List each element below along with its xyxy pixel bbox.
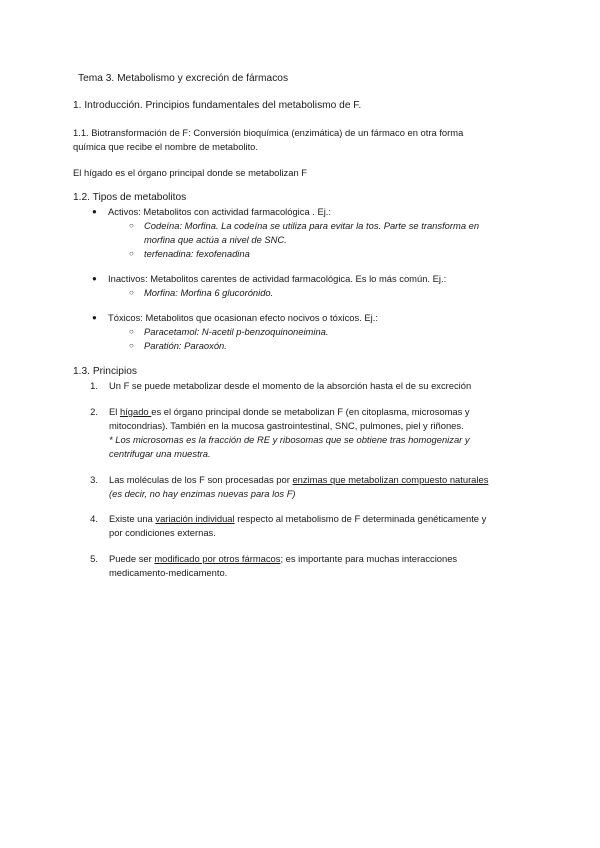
bullet-icon: ● [92,313,97,322]
sub-bullet-icon: ○ [129,327,134,336]
principio-5-post: ; es importante para muchas interacciones [280,553,458,564]
principios-heading: 1.3. Principios [73,366,137,377]
activos-item [108,205,331,218]
principio-5-line-1 [109,552,457,565]
principio-2-line-1 [109,405,470,418]
biotransformation-line-2: química que recibe el nombre de metabolito. [73,141,259,152]
principio-3-line-2: (es decir, no hay enzimas nuevas para los F) [109,488,296,499]
bullet-icon: ● [92,274,97,283]
document-title: Tema 3. Metabolismo y excreción de fármacos [78,73,289,84]
principio-4-line-2: por condiciones externas. [109,527,216,538]
principio-5-underlined: modificado por otros fármacos [154,553,281,564]
principio-2-note-2: centrifugar una muestra. [109,448,211,459]
principio-4-post: respecto al metabolismo de F determinada genéticamente y [234,513,487,524]
sub-bullet-icon: ○ [129,341,134,350]
intro-heading: 1. Introducción. Principios fundamentales del metabolismo de F. [73,100,362,111]
principio-2-underlined: hígado [119,406,152,417]
liver-statement: El hígado es el órgano principal donde se metabolizan F [73,167,308,178]
activos-label: Activos [108,206,139,217]
principio-2-line-2: mitocondrias). También en la mucosa gastrointestinal, SNC, pulmones, piel y riñones. [109,420,464,431]
activos-example-1-line-2: morfina que actúa a nivel de SNC. [144,234,287,245]
principio-4-line-1 [109,512,486,525]
sub-bullet-icon: ○ [129,249,134,258]
sub-bullet-icon: ○ [129,221,134,230]
principio-3-underlined: enzimas que metabolizan compuesto naturales [292,474,489,485]
list-number: 1. [90,380,98,391]
activos-example-2: terfenadina: fexofenadina [144,248,250,259]
inactivos-example-1: Morfina: Morfina 6 glucorónido. [144,287,274,298]
inactivos-item: Inactivos: Metabolitos carentes de actividad farmacológica. Es lo más común. Ej.: [108,273,447,284]
principio-3-line-1 [109,473,488,486]
activos-text: : Metabolitos con actividad farmacológica . Ej.: [138,206,332,217]
principio-5-pre: Puede ser [109,553,155,564]
list-number: 5. [90,553,98,564]
toxicos-item: Tóxicos: Metabolitos que ocasionan efecto nocivos o tóxicos. Ej.: [108,312,378,323]
principio-2-pre: El [109,406,120,417]
principio-1-line-1: Un F se puede metabolizar desde el momento de la absorción hasta el de su excreción [109,380,472,391]
sub-bullet-icon: ○ [129,288,134,297]
principio-4-underlined: variación individual [155,513,235,524]
activos-example-1-line-1: Codeína: Morfina. La codeína se utiliza para evitar la tos. Parte se transforma en [144,220,480,231]
biotransformation-line-1: 1.1. Biotransformación de F: Conversión bioquímica (enzimática) de un fármaco en otra forma [73,127,464,138]
bullet-icon: ● [92,207,97,216]
principio-2-post: es el órgano principal donde se metabolizan F (en citoplasma, microsomas y [151,406,470,417]
principio-5-line-2: medicamento-medicamento. [109,567,228,578]
principio-3-pre: Las moléculas de los F son procesadas por [109,474,293,485]
tipos-heading: 1.2. Tipos de metabolitos [73,192,187,203]
toxicos-example-2: Paratión: Paraoxón. [144,340,227,351]
principio-4-pre: Existe una [109,513,156,524]
list-number: 4. [90,513,98,524]
list-number: 2. [90,406,98,417]
principio-2-note-1: * Los microsomas es la fracción de RE y ribosomas que se obtiene tras homogenizar y [109,434,470,445]
toxicos-example-1: Paracetamol: N-acetil p-benzoquinoneimina. [144,326,329,337]
list-number: 3. [90,474,98,485]
